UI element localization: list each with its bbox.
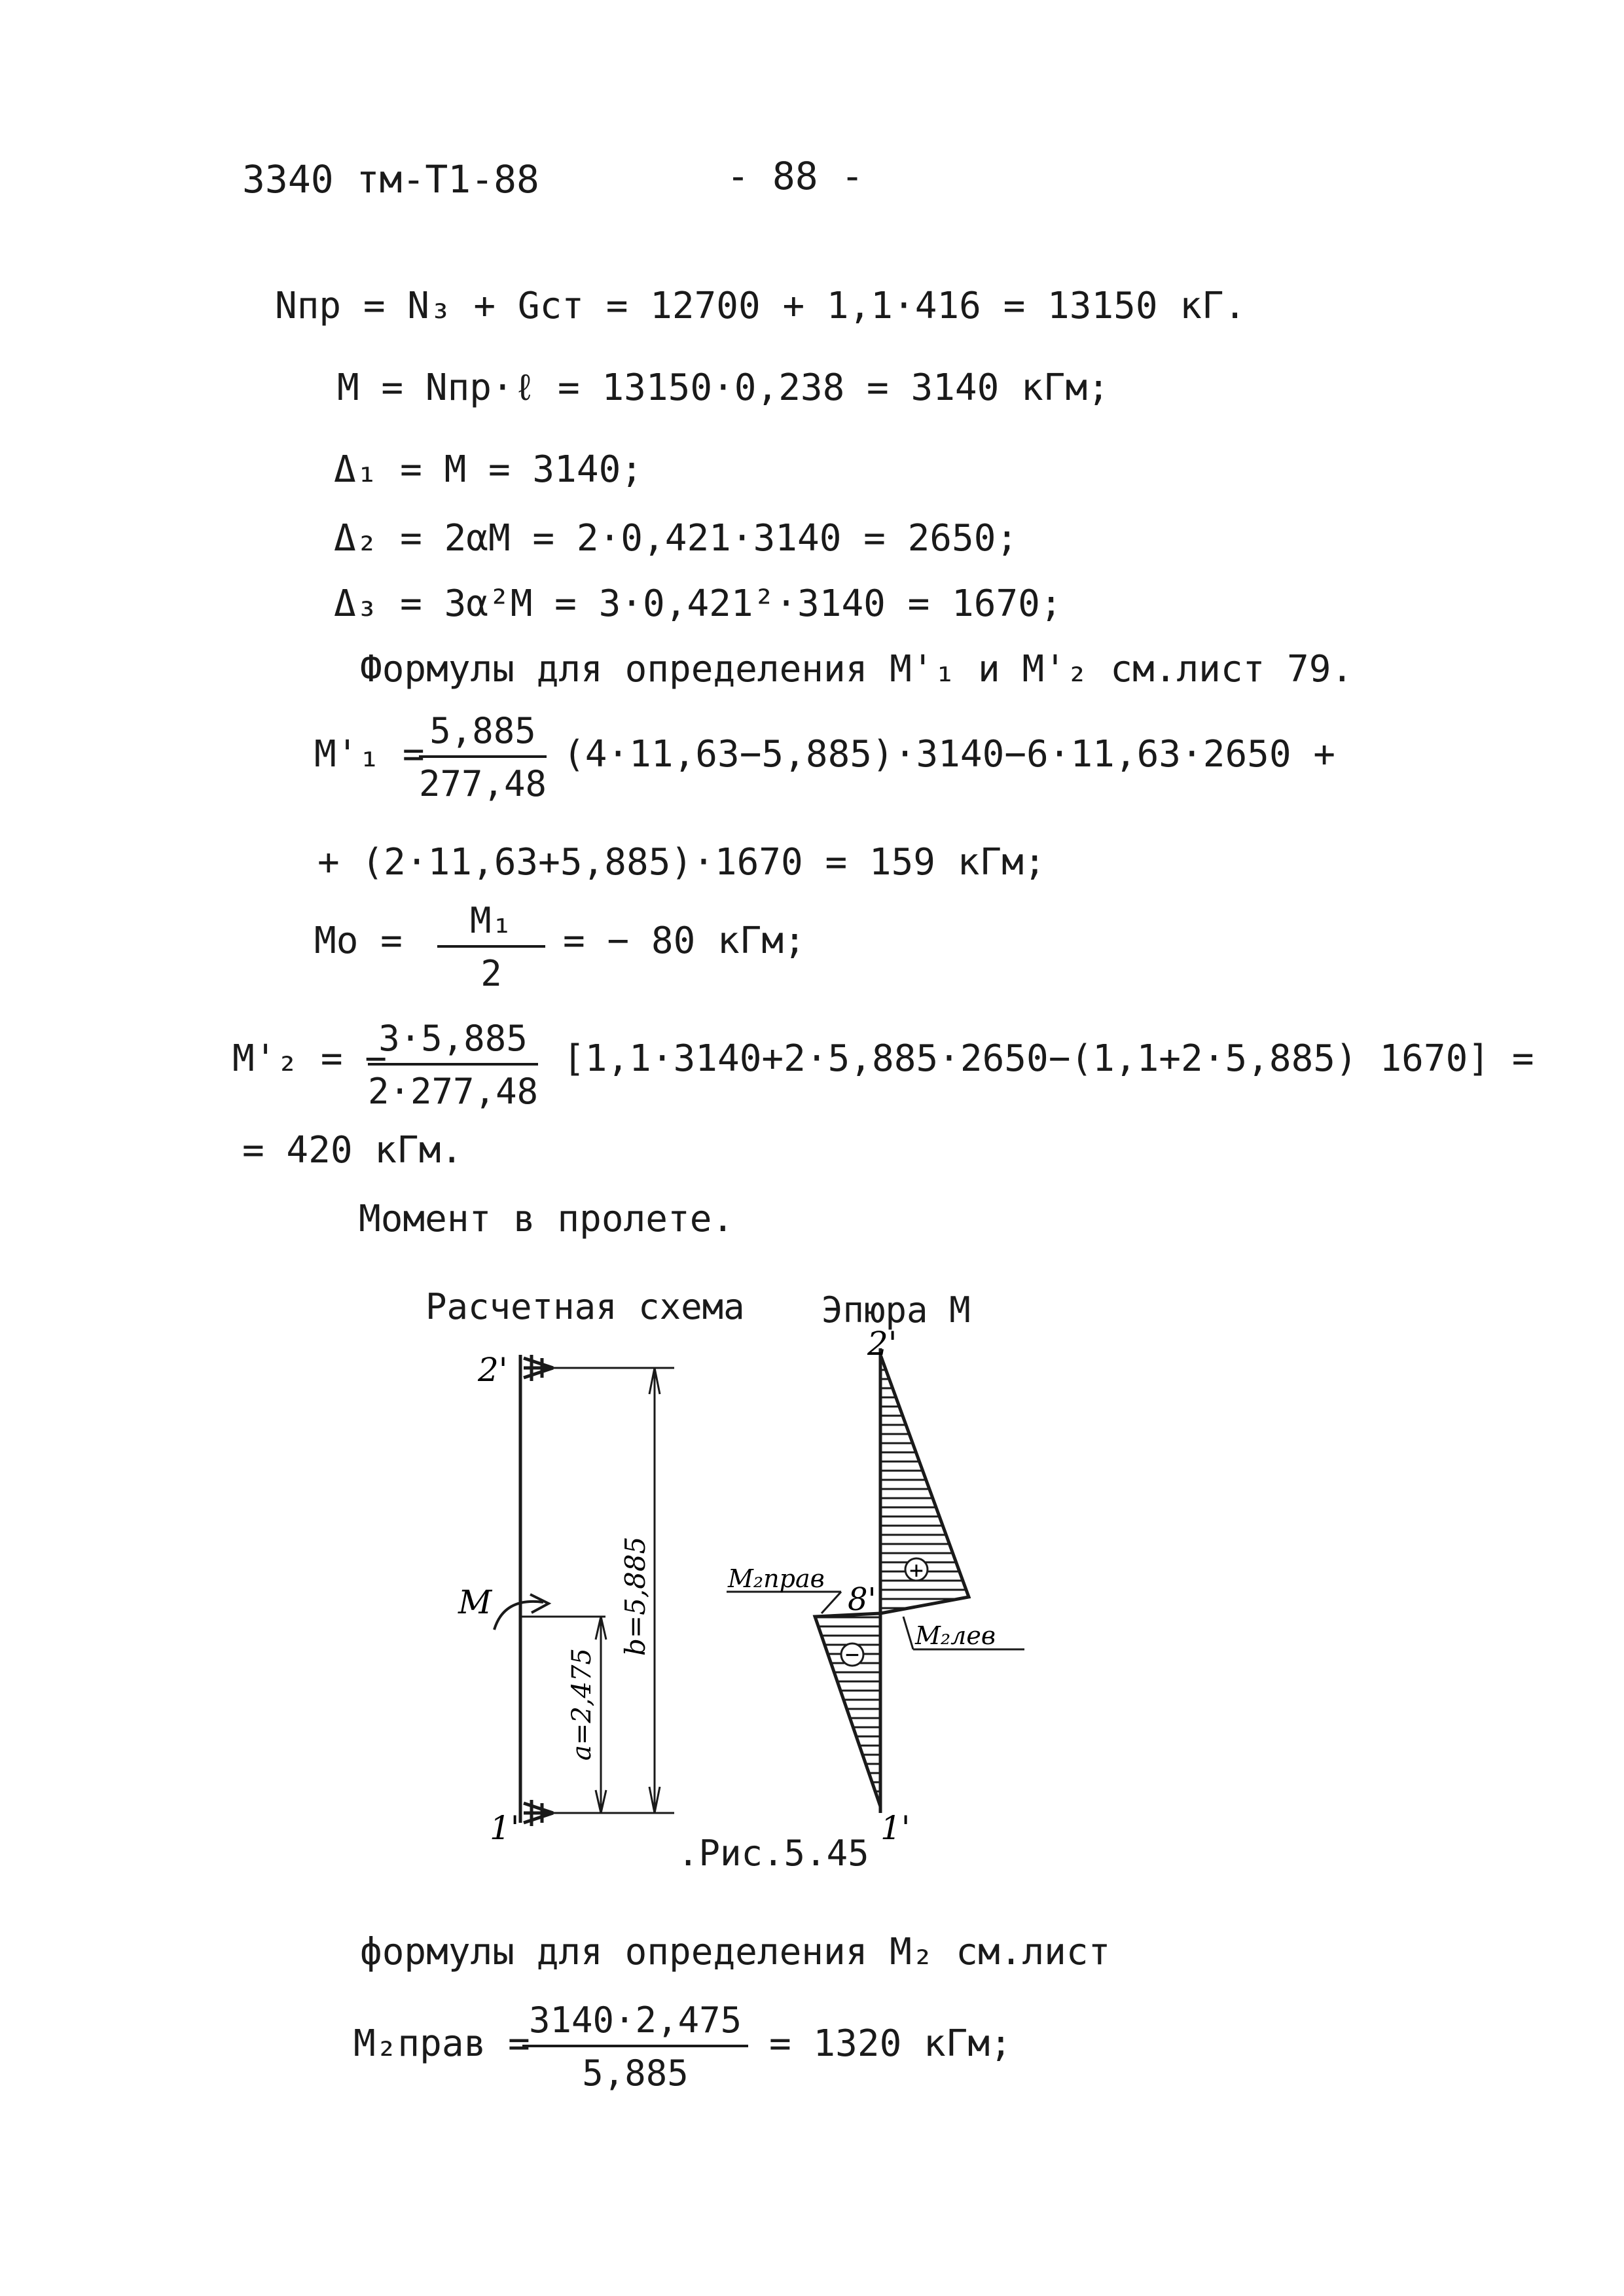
mo-lhs: Mo =: [314, 920, 403, 962]
scheme-title: Расчетная схема: [425, 1286, 745, 1327]
span-moment-heading: Момент в пролете.: [359, 1198, 734, 1240]
bottom-support-icon: [520, 1800, 553, 1826]
formula-note: Формулы для определения M'₁ и M'₂ см.лист 79.: [360, 648, 1354, 691]
minus-sign-icon: −: [845, 1641, 859, 1668]
equation-delta1: Δ₁ = M = 3140;: [334, 448, 643, 491]
mo-rhs: = − 80 кГм;: [563, 920, 806, 962]
figure-caption: .Рис.5.45: [677, 1833, 869, 1874]
dimension-label-a: a=2,475: [567, 1648, 597, 1761]
node-label-top: 2': [478, 1351, 508, 1389]
m2-left-leader-tail: [903, 1617, 913, 1649]
formula-note-2: формулы для определения M₂ см.лист: [360, 1931, 1111, 1973]
equation-moment: M = Nпр·ℓ = 13150·0,238 = 3140 кГм;: [337, 367, 1110, 409]
m2-result: = 420 кГм.: [242, 1129, 463, 1172]
m1-numerator: 5,885: [419, 710, 547, 758]
m1-continuation: + (2·11,63+5,885)·1670 = 159 кГм;: [317, 841, 1046, 884]
m2prav-fraction: [522, 2000, 748, 2094]
mo-denominator: 2: [480, 953, 502, 994]
diagram-node-top: 2': [867, 1325, 897, 1363]
m2prav-lhs: M₂прав =: [353, 2022, 530, 2065]
diagram-node-bottom: 1': [880, 1809, 911, 1847]
m2-lhs: M'₂ = −: [232, 1037, 388, 1080]
page-number: - 88 -: [727, 154, 864, 198]
m2prav-numerator: 3140·2,475: [522, 2000, 748, 2047]
m2prav-denominator: 5,885: [582, 2053, 689, 2094]
m1-rhs: (4·11,63−5,885)·3140−6·11,63·2650 +: [563, 733, 1336, 776]
diagram-node-mid: 8': [848, 1581, 876, 1618]
moment-label: M: [458, 1583, 492, 1621]
top-support-icon: [520, 1355, 553, 1381]
dimension-label-b: b=5,885: [619, 1536, 651, 1656]
m2-right-label: M₂прав: [728, 1564, 825, 1593]
m2-right-leader-tail: [821, 1592, 841, 1613]
diagram-title: Эпюра М: [821, 1289, 971, 1331]
document-code: 3340 тм-Т1-88: [242, 157, 539, 202]
m2-left-label: M₂лев: [915, 1621, 996, 1650]
equation-n-pr: Nпр = N₃ + Gст = 12700 + 1,1·416 = 13150 кГ.: [275, 285, 1246, 327]
m2-denominator: 2·277,48: [368, 1071, 539, 1112]
equation-delta2: Δ₂ = 2αM = 2·0,421·3140 = 2650;: [334, 517, 1019, 560]
mo-numerator: M₁: [437, 900, 545, 948]
m2-numerator: 3·5,885: [368, 1018, 538, 1066]
node-label-bottom: 1': [490, 1809, 520, 1847]
m1-lhs: M'₁ =: [314, 733, 425, 776]
m2prav-rhs: = 1320 кГм;: [769, 2022, 1012, 2065]
plus-sign-icon: +: [909, 1557, 924, 1584]
moment-arrowhead-icon: [530, 1594, 549, 1613]
m1-denominator: 277,48: [419, 763, 547, 804]
equation-delta3: Δ₃ = 3α²M = 3·0,421²·3140 = 1670;: [334, 583, 1062, 625]
m2-rhs: [1,1·3140+2·5,885·2650−(1,1+2·5,885) 1670] =: [563, 1037, 1534, 1080]
